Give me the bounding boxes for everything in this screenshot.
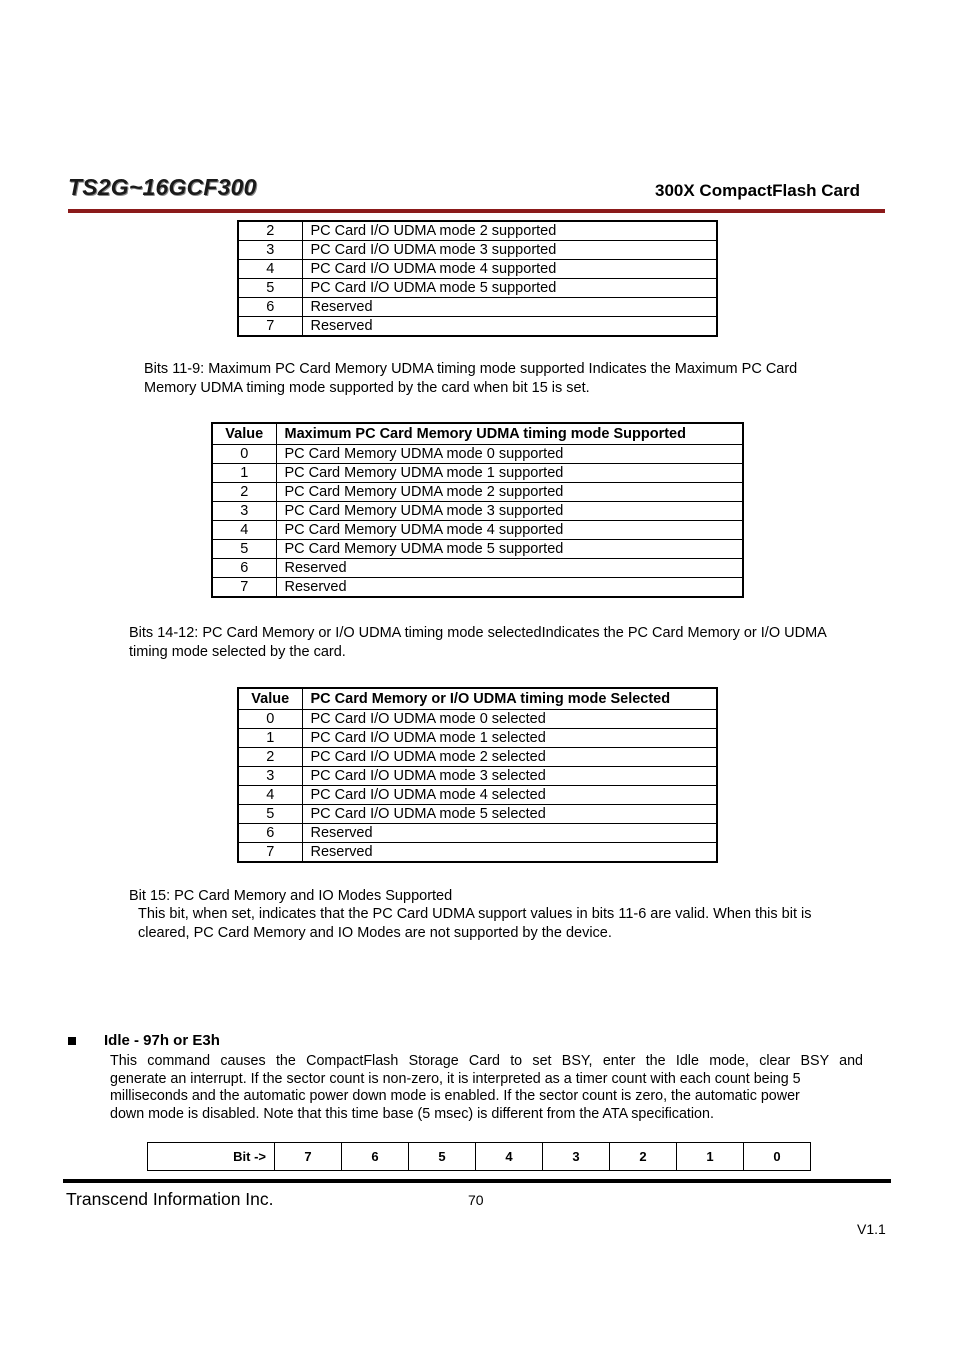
bit-15-title: Bit 15: PC Card Memory and IO Modes Supported xyxy=(129,888,453,904)
bits-11-9-description: Bits 11-9: Maximum PC Card Memory UDMA timing mode supported Indicates the Maximum PC Card Memory UDMA timing mode supported by the card when bit 15 is set. xyxy=(144,361,798,396)
value-cell: 2 xyxy=(212,483,276,502)
description-cell: PC Card Memory UDMA mode 2 supported xyxy=(276,483,743,502)
value-cell: 5 xyxy=(238,805,302,824)
description-cell: PC Card I/O UDMA mode 3 supported xyxy=(302,241,717,260)
document-subtitle: 300X CompactFlash Card xyxy=(655,181,861,200)
value-cell: 7 xyxy=(238,317,302,337)
description-cell: PC Card I/O UDMA mode 2 selected xyxy=(302,748,717,767)
description-cell: Reserved xyxy=(302,843,717,863)
table-row xyxy=(238,805,717,824)
page-number: 70 xyxy=(468,1192,484,1208)
table-header-row xyxy=(238,688,717,710)
description-cell: Reserved xyxy=(276,578,743,598)
document-version: V1.1 xyxy=(857,1221,886,1237)
description-column-header: Maximum PC Card Memory UDMA timing mode Supported xyxy=(276,423,743,445)
description-cell: PC Card I/O UDMA mode 2 supported xyxy=(302,221,717,241)
description-cell: PC Card Memory UDMA mode 4 supported xyxy=(276,521,743,540)
table-row xyxy=(212,483,743,502)
table-row xyxy=(212,578,743,598)
io-udma-supported-table xyxy=(237,220,718,337)
value-cell: 7 xyxy=(238,843,302,863)
bit-number-cell: 3 xyxy=(543,1143,610,1171)
table-row xyxy=(212,540,743,559)
memory-udma-supported-table xyxy=(211,422,744,598)
bit-number-cell: 5 xyxy=(409,1143,476,1171)
description-cell: PC Card I/O UDMA mode 5 selected xyxy=(302,805,717,824)
value-cell: 6 xyxy=(238,298,302,317)
value-cell: 3 xyxy=(238,767,302,786)
description-cell: PC Card I/O UDMA mode 4 supported xyxy=(302,260,717,279)
bit-number-cell: 2 xyxy=(610,1143,677,1171)
footer-company: Transcend Information Inc. xyxy=(66,1189,274,1209)
table-row xyxy=(212,464,743,483)
description-cell: Reserved xyxy=(302,317,717,337)
table-row xyxy=(238,241,717,260)
table-row xyxy=(238,729,717,748)
header-divider xyxy=(68,209,885,213)
table-row xyxy=(212,445,743,464)
table-header-row xyxy=(212,423,743,445)
table-row xyxy=(212,559,743,578)
value-cell: 2 xyxy=(238,748,302,767)
description-column-header: PC Card Memory or I/O UDMA timing mode Selected xyxy=(302,688,717,710)
description-cell: Reserved xyxy=(276,559,743,578)
value-cell: 0 xyxy=(238,710,302,729)
value-cell: 5 xyxy=(212,540,276,559)
table-row xyxy=(238,786,717,805)
description-cell: PC Card Memory UDMA mode 1 supported xyxy=(276,464,743,483)
description-cell: PC Card I/O UDMA mode 4 selected xyxy=(302,786,717,805)
description-cell: PC Card Memory UDMA mode 5 supported xyxy=(276,540,743,559)
footer-divider xyxy=(63,1179,891,1183)
description-cell: PC Card I/O UDMA mode 0 selected xyxy=(302,710,717,729)
value-column-header: Value xyxy=(212,423,276,445)
value-cell: 2 xyxy=(238,221,302,241)
value-column-header: Value xyxy=(238,688,302,710)
description-cell: PC Card Memory UDMA mode 3 supported xyxy=(276,502,743,521)
table-row xyxy=(238,843,717,863)
description-cell: Reserved xyxy=(302,824,717,843)
udma-mode-selected-table xyxy=(237,687,718,863)
description-cell: PC Card I/O UDMA mode 5 supported xyxy=(302,279,717,298)
bullet-square-icon xyxy=(68,1037,76,1045)
bit-label-cell: Bit -> xyxy=(148,1143,275,1171)
value-cell: 4 xyxy=(238,786,302,805)
description-cell: Reserved xyxy=(302,298,717,317)
table-row xyxy=(238,824,717,843)
bit-header-row xyxy=(148,1143,811,1171)
value-cell: 7 xyxy=(212,578,276,598)
value-cell: 3 xyxy=(238,241,302,260)
table-row xyxy=(212,521,743,540)
table-row xyxy=(238,279,717,298)
value-cell: 0 xyxy=(212,445,276,464)
value-cell: 1 xyxy=(238,729,302,748)
bit-number-cell: 7 xyxy=(275,1143,342,1171)
table-row xyxy=(238,260,717,279)
bit-number-cell: 1 xyxy=(677,1143,744,1171)
table-row xyxy=(212,502,743,521)
value-cell: 4 xyxy=(238,260,302,279)
idle-bit-table xyxy=(147,1142,811,1171)
value-cell: 4 xyxy=(212,521,276,540)
value-cell: 1 xyxy=(212,464,276,483)
value-cell: 6 xyxy=(238,824,302,843)
table-row xyxy=(238,748,717,767)
value-cell: 6 xyxy=(212,559,276,578)
description-cell: PC Card I/O UDMA mode 1 selected xyxy=(302,729,717,748)
idle-command-heading: Idle - 97h or E3h xyxy=(104,1032,220,1049)
value-cell: 5 xyxy=(238,279,302,298)
bits-14-12-description: Bits 14-12: PC Card Memory or I/O UDMA timing mode selectedIndicates the PC Card Memory or I/O UDMA timing mode selected by the card. xyxy=(129,625,827,660)
document-title: TS2G~16GCF300 xyxy=(68,174,257,200)
description-cell: PC Card Memory UDMA mode 0 supported xyxy=(276,445,743,464)
table-row xyxy=(238,221,717,241)
bit-number-cell: 4 xyxy=(476,1143,543,1171)
table-row xyxy=(238,317,717,337)
bit-number-cell: 0 xyxy=(744,1143,811,1171)
table-row xyxy=(238,298,717,317)
description-cell: PC Card I/O UDMA mode 3 selected xyxy=(302,767,717,786)
table-row xyxy=(238,767,717,786)
bit-15-description: This bit, when set, indicates that the PC Card UDMA support values in bits 11-6 are valid. When this bit is cleared, PC Card Memory and IO Modes are not supported by the device. xyxy=(138,906,812,941)
idle-command-description: This command causes the CompactFlash Storage Card to set BSY, enter the Idle mode, clear BSY and generate an interrupt. If the sector count is non-zero, it is interpreted as a timer count with each count being 5 milliseconds and the automatic power down mode is enabled. If the sector count is zero, the automatic power down mode is disabled. Note that this time base (5 msec) is different from the ATA specification. xyxy=(110,1053,863,1123)
value-cell: 3 xyxy=(212,502,276,521)
table-row xyxy=(238,710,717,729)
bit-number-cell: 6 xyxy=(342,1143,409,1171)
